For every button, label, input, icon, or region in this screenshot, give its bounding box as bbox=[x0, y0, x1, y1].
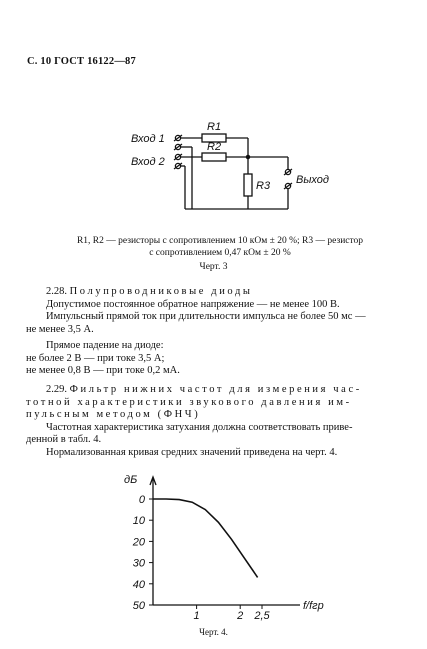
caption-line-1: R1, R2 — резисторы с сопротивлением 10 кОм ± 20 %; R3 — резистор bbox=[76, 236, 364, 246]
para-line: денной в табл. 4. bbox=[26, 434, 102, 445]
label-out: Выход bbox=[296, 174, 330, 186]
x-tick-label: 2 bbox=[237, 610, 244, 622]
response-curve bbox=[153, 499, 258, 577]
x-tick-label: 1 bbox=[193, 610, 200, 622]
y-axis-label: дБ bbox=[124, 474, 138, 486]
y-tick-label: 20 bbox=[132, 536, 145, 549]
section-2-29 bbox=[26, 384, 404, 459]
para-line: не менее 0,8 В — при токе 0,2 мА. bbox=[26, 365, 180, 376]
y-tick-label: 40 bbox=[132, 578, 145, 591]
y-tick-label: 30 bbox=[132, 557, 145, 570]
y-tick-label: 0 bbox=[138, 494, 145, 506]
para-line: Импульсный прямой ток при длительности импульса не более 50 мс — bbox=[46, 311, 366, 322]
frequency-response-chart bbox=[0, 465, 427, 625]
circuit-diagram bbox=[0, 105, 427, 230]
heading-line: пульсным методом (ФНЧ) bbox=[26, 409, 201, 420]
figure3-title: Черт. 3 bbox=[199, 262, 228, 272]
figure3-caption bbox=[60, 235, 380, 259]
resistor-r3 bbox=[244, 174, 252, 196]
figure4-title: Черт. 4. bbox=[199, 627, 228, 637]
heading-text: Фильтр нижних частот для измерения час- bbox=[69, 384, 362, 395]
x-axis-label: f/fгр bbox=[303, 600, 324, 612]
y-tick-label: 50 bbox=[132, 600, 145, 612]
heading-number: 2.29. bbox=[46, 384, 67, 395]
page-header: С. 10 ГОСТ 16122—87 bbox=[27, 56, 136, 67]
label-in2: Вход 2 bbox=[131, 156, 165, 168]
label-r2: R2 bbox=[207, 141, 222, 153]
y-tick-label: 10 bbox=[132, 515, 145, 528]
label-r1: R1 bbox=[207, 121, 222, 133]
label-r3: R3 bbox=[256, 180, 271, 192]
heading-text: Полупроводниковые диоды bbox=[69, 286, 253, 297]
heading-number: 2.28. bbox=[46, 286, 67, 297]
para-line: Частотная характеристика затухания должна соответствовать приве- bbox=[46, 421, 353, 433]
section-2-28-heading bbox=[26, 286, 404, 299]
section-2-28 bbox=[26, 286, 404, 378]
section-2-29-heading bbox=[26, 384, 404, 397]
resistor-r2 bbox=[202, 153, 226, 161]
para-line: не более 2 В — при токе 3,5 А; bbox=[26, 352, 165, 364]
para-line: Прямое падение на диоде: bbox=[46, 340, 164, 351]
caption-line-2: с сопротивлением 0,47 кОм ± 20 % bbox=[149, 248, 291, 258]
label-in1: Вход 1 bbox=[131, 133, 165, 145]
para-line: не менее 3,5 А. bbox=[26, 323, 94, 335]
para-line: Допустимое постоянное обратное напряжение — не менее 100 В. bbox=[46, 298, 340, 310]
heading-line: тотной характеристики звукового давления им- bbox=[26, 396, 352, 408]
para-line: Нормализованная кривая средних значений приведена на черт. 4. bbox=[46, 446, 338, 458]
x-tick-label: 2,5 bbox=[254, 610, 270, 622]
